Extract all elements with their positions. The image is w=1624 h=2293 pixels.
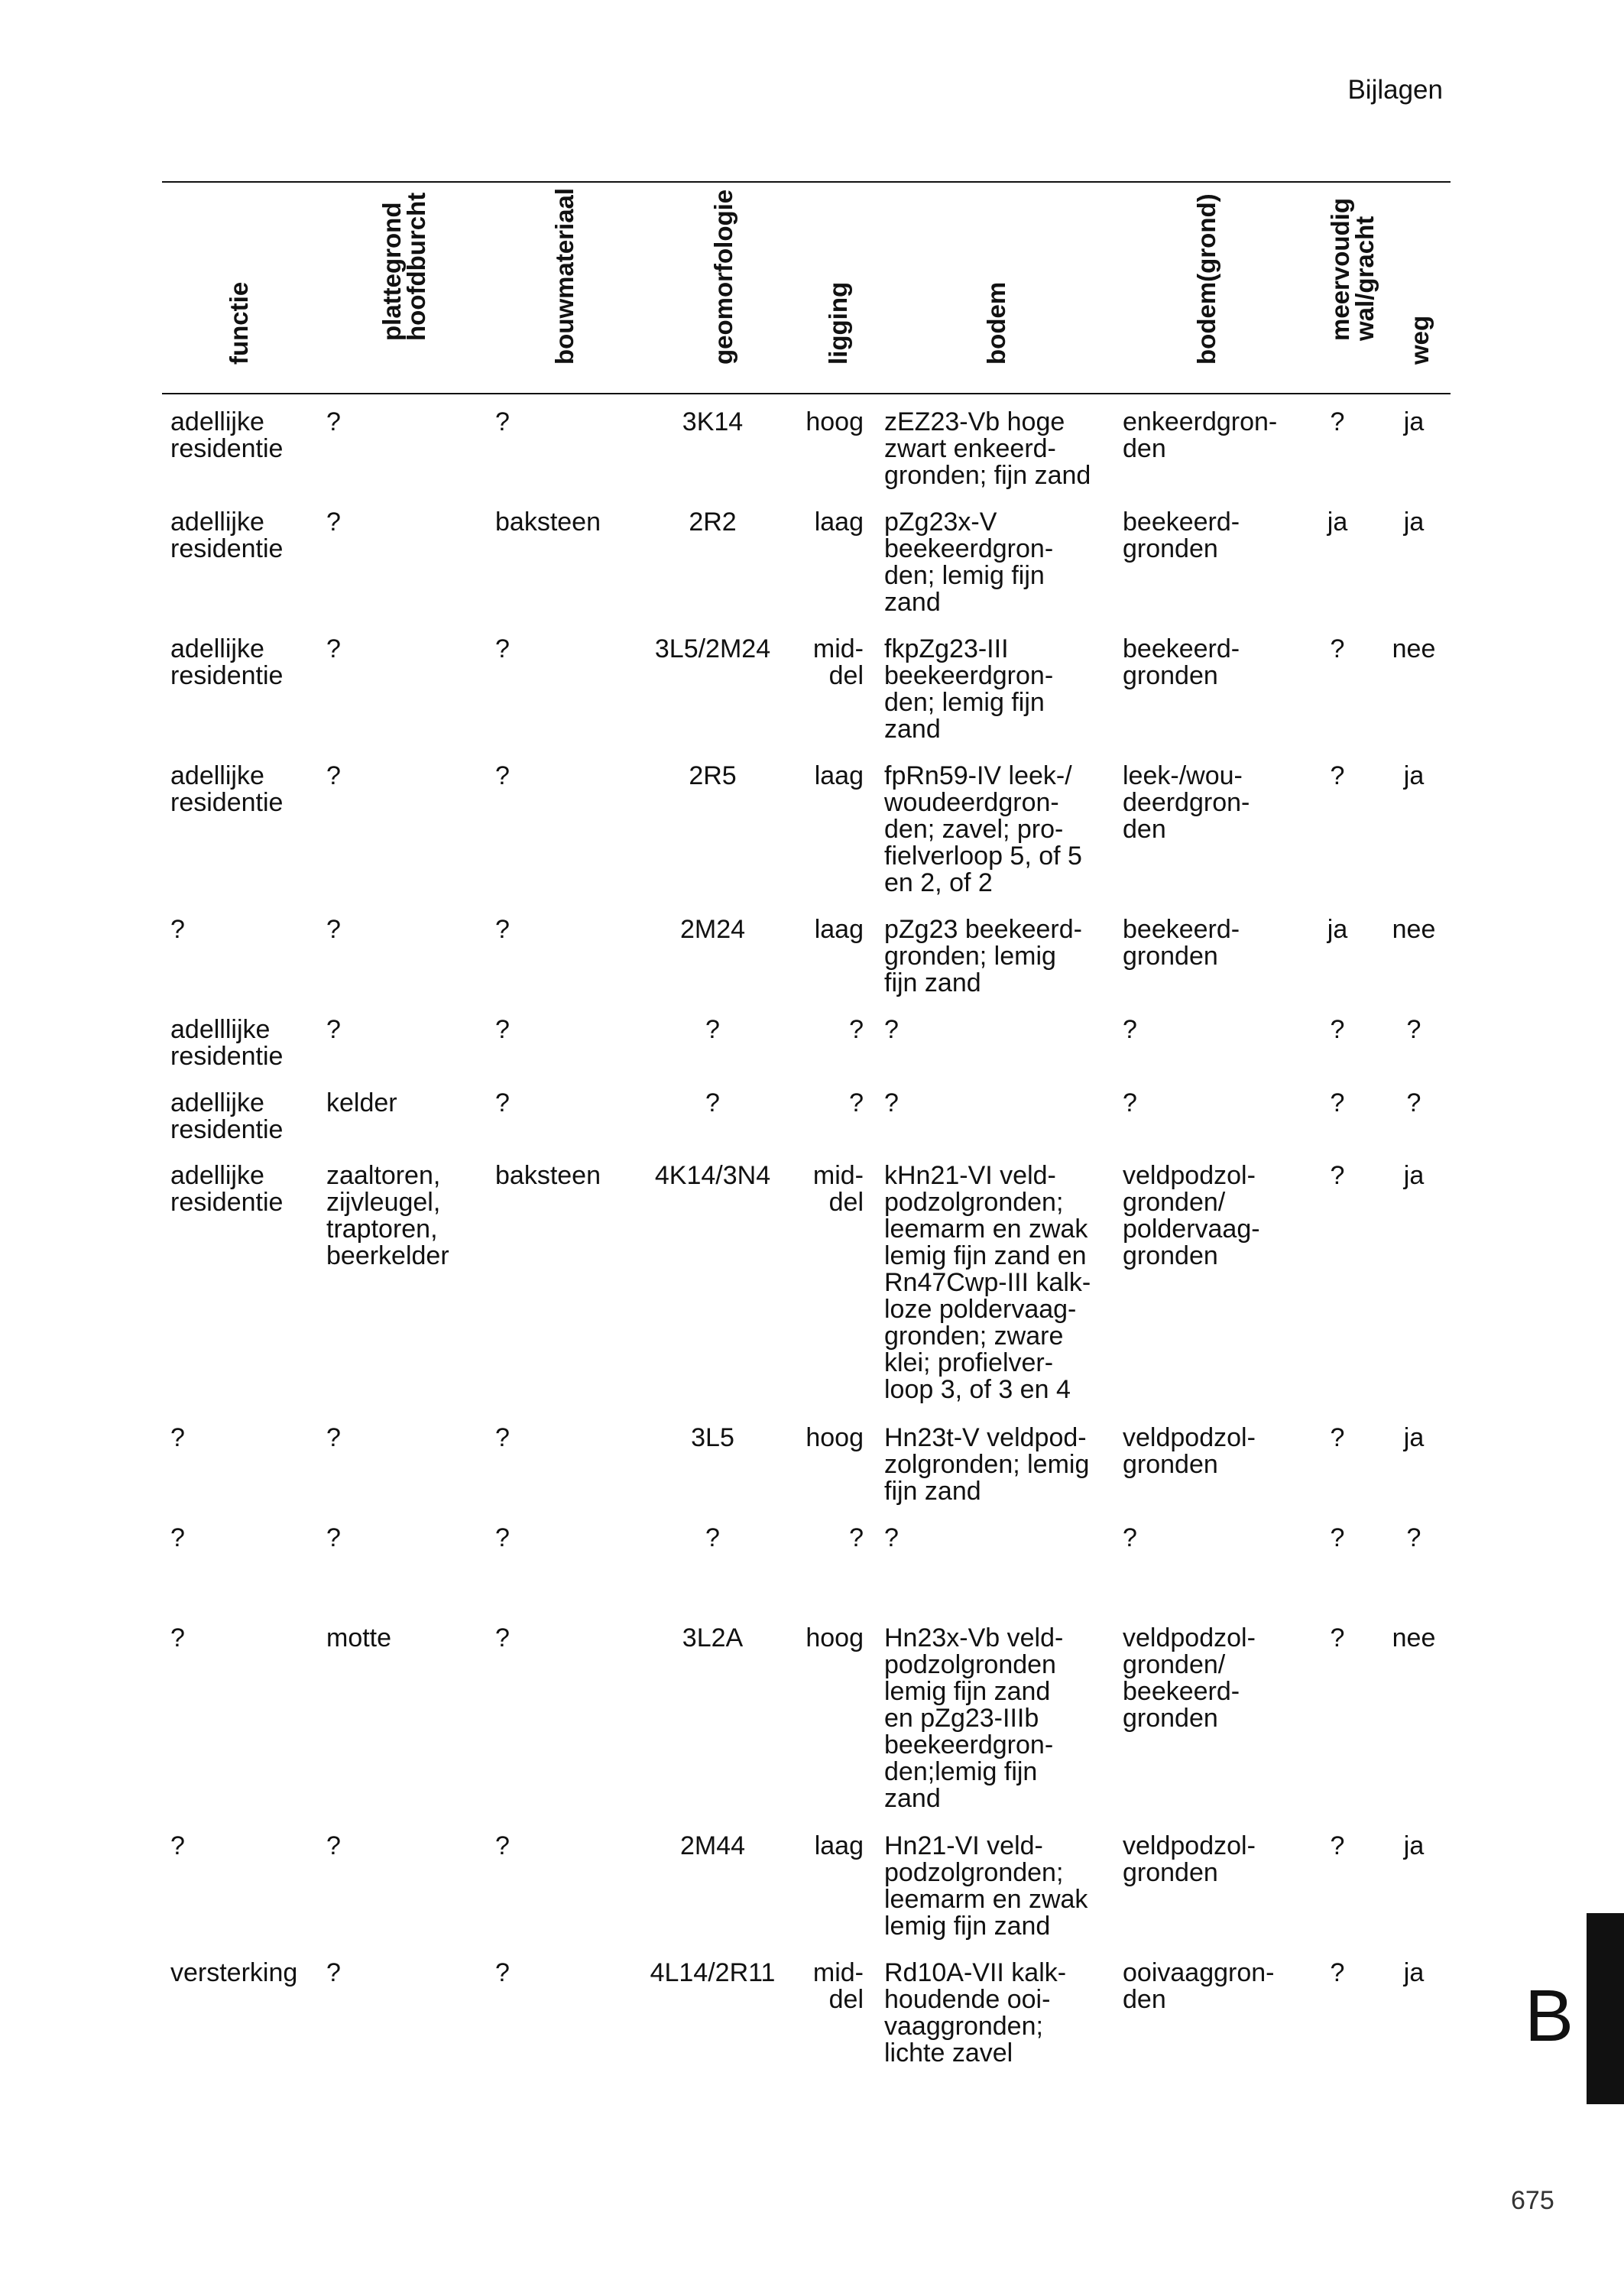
table-cell-bouwmateriaal: ?	[495, 761, 510, 790]
table-cell-functie: adellijke residentie	[170, 407, 284, 463]
table-cell-ligging: laag	[814, 1831, 864, 1860]
table-cell-bodem-grond: veldpodzol- gronden	[1123, 1831, 1256, 1887]
table-cell-functie: ?	[170, 1831, 185, 1860]
table-top-rule	[162, 181, 1451, 183]
table-header-rule	[162, 393, 1451, 394]
table-cell-bouwmateriaal: baksteen	[495, 508, 601, 537]
table-cell-functie: ?	[170, 1623, 185, 1652]
section-letter: B	[1525, 1975, 1574, 2057]
table-cell-bodem: kHn21-VI veld- podzolgronden; leemarm en zwak lemig fijn zand en Rn47Cwp-III kalk- loze poldervaag- gronden; zware klei; profielver- loop 3, of 3 en 4	[884, 1161, 1091, 1404]
table-cell-meervoudig-wal-gracht: ?	[1330, 407, 1345, 436]
table-cell-bodem-grond: veldpodzol- gronden/ beekeerd- gronden	[1123, 1623, 1256, 1733]
column-header-label: meervoudig wal/gracht	[1326, 197, 1379, 341]
table-cell-geomorfologie: ?	[705, 1088, 720, 1117]
table-cell-geomorfologie: ?	[705, 1015, 720, 1044]
column-header-label: ligging	[824, 281, 852, 365]
column-header-label: functie	[225, 281, 253, 365]
table-cell-bouwmateriaal: ?	[495, 1423, 510, 1452]
table-cell-bodem: ?	[884, 1015, 899, 1044]
table-cell-geomorfologie: 3L2A	[682, 1623, 744, 1652]
table-cell-functie: ?	[170, 1523, 185, 1552]
table-cell-plattegrond-hoofdburcht: ?	[326, 1523, 341, 1552]
table-cell-plattegrond-hoofdburcht: ?	[326, 1831, 341, 1860]
table-cell-functie: ?	[170, 915, 185, 944]
table-cell-weg: ja	[1403, 1423, 1425, 1452]
table-cell-meervoudig-wal-gracht: ?	[1330, 1831, 1345, 1860]
table-cell-bodem-grond: leek-/wou- deerdgron- den	[1123, 761, 1250, 844]
table-cell-bouwmateriaal: ?	[495, 634, 510, 663]
table-cell-meervoudig-wal-gracht: ja	[1327, 508, 1348, 537]
table-cell-meervoudig-wal-gracht: ?	[1330, 1523, 1345, 1552]
table-cell-bodem-grond: ?	[1123, 1088, 1137, 1117]
table-cell-bodem: Hn23x-Vb veld- podzolgronden lemig fijn zand en pZg23-IIIb beekeerdgron- den;lemig fijn zand	[884, 1623, 1064, 1813]
column-header-label: bouwmateriaal	[550, 187, 579, 365]
table-cell-bodem: ?	[884, 1088, 899, 1117]
table-cell-ligging: hoog	[806, 1623, 864, 1652]
table-cell-ligging: hoog	[806, 1423, 864, 1452]
table-cell-functie: ?	[170, 1423, 185, 1452]
table-cell-weg: ?	[1406, 1523, 1421, 1552]
table-cell-bouwmateriaal: ?	[495, 1623, 510, 1652]
table-cell-meervoudig-wal-gracht: ?	[1330, 634, 1345, 663]
page-number: 675	[1511, 2186, 1554, 2215]
table-cell-bodem-grond: ?	[1123, 1015, 1137, 1044]
table-cell-weg: nee	[1392, 634, 1436, 663]
table-cell-bodem: pZg23 beekeerd- gronden; lemig fijn zand	[884, 915, 1082, 997]
table-cell-plattegrond-hoofdburcht: ?	[326, 407, 341, 436]
table-cell-meervoudig-wal-gracht: ?	[1330, 761, 1345, 790]
table-cell-ligging: laag	[814, 761, 864, 790]
table-cell-geomorfologie: 4K14/3N4	[654, 1161, 771, 1190]
table-cell-geomorfologie: 2R2	[689, 508, 737, 537]
table-cell-ligging: mid- del	[812, 1958, 864, 2014]
table-cell-geomorfologie: ?	[705, 1523, 720, 1552]
table-cell-bodem: ?	[884, 1523, 899, 1552]
table-cell-bouwmateriaal: ?	[495, 915, 510, 944]
table-cell-bouwmateriaal: ?	[495, 1015, 510, 1044]
column-header-label: bodem(grond)	[1192, 193, 1220, 365]
table-cell-plattegrond-hoofdburcht: ?	[326, 915, 341, 944]
table-cell-bouwmateriaal: ?	[495, 1088, 510, 1117]
table-cell-bouwmateriaal: ?	[495, 1523, 510, 1552]
table-cell-ligging: ?	[849, 1015, 864, 1044]
table-cell-weg: ja	[1403, 1958, 1425, 1987]
table-cell-ligging: laag	[814, 508, 864, 537]
table-cell-functie: adellijke residentie	[170, 634, 284, 690]
table-cell-bodem: Hn21-VI veld- podzolgronden; leemarm en zwak lemig fijn zand	[884, 1831, 1088, 1941]
section-tab	[1587, 1913, 1624, 2104]
table-cell-ligging: mid- del	[812, 634, 864, 690]
running-header: Bijlagen	[1347, 75, 1443, 105]
table-cell-weg: ja	[1403, 761, 1425, 790]
table-cell-bodem-grond: ?	[1123, 1523, 1137, 1552]
table-cell-bodem: fkpZg23-III beekeerdgron- den; lemig fijn zand	[884, 634, 1054, 744]
column-header-label: weg	[1405, 315, 1434, 365]
table-cell-plattegrond-hoofdburcht: ?	[326, 634, 341, 663]
table-cell-ligging: ?	[849, 1523, 864, 1552]
table-cell-ligging: hoog	[806, 407, 864, 436]
table-cell-bodem-grond: enkeerdgron- den	[1123, 407, 1278, 463]
table-cell-meervoudig-wal-gracht: ?	[1330, 1423, 1345, 1452]
table-cell-plattegrond-hoofdburcht: ?	[326, 1423, 341, 1452]
table-cell-plattegrond-hoofdburcht: zaaltoren, zijvleugel, traptoren, beerkelder	[326, 1161, 449, 1270]
table-cell-weg: nee	[1392, 915, 1436, 944]
table-cell-meervoudig-wal-gracht: ?	[1330, 1958, 1345, 1987]
table-cell-weg: ja	[1403, 1831, 1425, 1860]
table-cell-bouwmateriaal: ?	[495, 1958, 510, 1987]
table-cell-weg: ?	[1406, 1088, 1421, 1117]
table-cell-functie: adelllijke residentie	[170, 1015, 284, 1071]
table-cell-plattegrond-hoofdburcht: ?	[326, 1015, 341, 1044]
table-cell-meervoudig-wal-gracht: ?	[1330, 1161, 1345, 1190]
table-cell-geomorfologie: 3L5	[691, 1423, 734, 1452]
table-cell-weg: ?	[1406, 1015, 1421, 1044]
table-cell-bodem-grond: ooivaaggron- den	[1123, 1958, 1275, 2014]
table-cell-bodem: zEZ23-Vb hoge zwart enkeerd- gronden; fijn zand	[884, 407, 1091, 490]
table-cell-plattegrond-hoofdburcht: ?	[326, 1958, 341, 1987]
table-cell-meervoudig-wal-gracht: ?	[1330, 1015, 1345, 1044]
table-cell-ligging: ?	[849, 1088, 864, 1117]
table-cell-bodem: pZg23x-V beekeerdgron- den; lemig fijn zand	[884, 508, 1054, 617]
table-cell-plattegrond-hoofdburcht: kelder	[326, 1088, 397, 1117]
table-cell-weg: ja	[1403, 508, 1425, 537]
table-cell-functie: adellijke residentie	[170, 761, 284, 817]
table-cell-geomorfologie: 3L5/2M24	[654, 634, 771, 663]
table-cell-plattegrond-hoofdburcht: ?	[326, 761, 341, 790]
table-cell-bouwmateriaal: ?	[495, 1831, 510, 1860]
table-cell-bodem-grond: veldpodzol- gronden/ poldervaag- gronden	[1123, 1161, 1260, 1270]
table-cell-geomorfologie: 4L14/2R11	[650, 1958, 776, 1987]
column-header-label: geomorfologie	[709, 189, 737, 365]
column-header-label: plattegrond hoofdburcht	[378, 192, 430, 341]
table-cell-plattegrond-hoofdburcht: ?	[326, 508, 341, 537]
table-cell-weg: ja	[1403, 1161, 1425, 1190]
table-cell-bodem: fpRn59-IV leek-/ woudeerdgron- den; zavel; pro- fielverloop 5, of 5 en 2, of 2	[884, 761, 1082, 897]
table-cell-geomorfologie: 3K14	[682, 407, 744, 436]
table-cell-bodem-grond: beekeerd- gronden	[1123, 634, 1240, 690]
table-cell-bodem-grond: veldpodzol- gronden	[1123, 1423, 1256, 1479]
column-header-label: bodem	[982, 281, 1010, 365]
table-cell-weg: nee	[1392, 1623, 1436, 1652]
table-cell-meervoudig-wal-gracht: ja	[1327, 915, 1348, 944]
table-cell-geomorfologie: 2M44	[679, 1831, 746, 1860]
table-cell-functie: adellijke residentie	[170, 508, 284, 563]
table-cell-functie: versterking	[170, 1958, 298, 1987]
table-cell-ligging: mid- del	[812, 1161, 864, 1217]
table-cell-functie: adellijke residentie	[170, 1161, 284, 1217]
table-cell-ligging: laag	[814, 915, 864, 944]
table-cell-bodem-grond: beekeerd- gronden	[1123, 508, 1240, 563]
table-cell-bouwmateriaal: baksteen	[495, 1161, 601, 1190]
table-cell-bodem: Rd10A-VII kalk- houdende ooi- vaaggronden; lichte zavel	[884, 1958, 1067, 2068]
table-cell-meervoudig-wal-gracht: ?	[1330, 1623, 1345, 1652]
table-cell-weg: ja	[1403, 407, 1425, 436]
table-cell-geomorfologie: 2R5	[689, 761, 737, 790]
table-cell-bouwmateriaal: ?	[495, 407, 510, 436]
table-cell-geomorfologie: 2M24	[679, 915, 746, 944]
table-cell-bodem: Hn23t-V veldpod- zolgronden; lemig fijn zand	[884, 1423, 1090, 1506]
table-cell-functie: adellijke residentie	[170, 1088, 284, 1144]
table-cell-meervoudig-wal-gracht: ?	[1330, 1088, 1345, 1117]
table-cell-plattegrond-hoofdburcht: motte	[326, 1623, 392, 1652]
table-cell-bodem-grond: beekeerd- gronden	[1123, 915, 1240, 971]
